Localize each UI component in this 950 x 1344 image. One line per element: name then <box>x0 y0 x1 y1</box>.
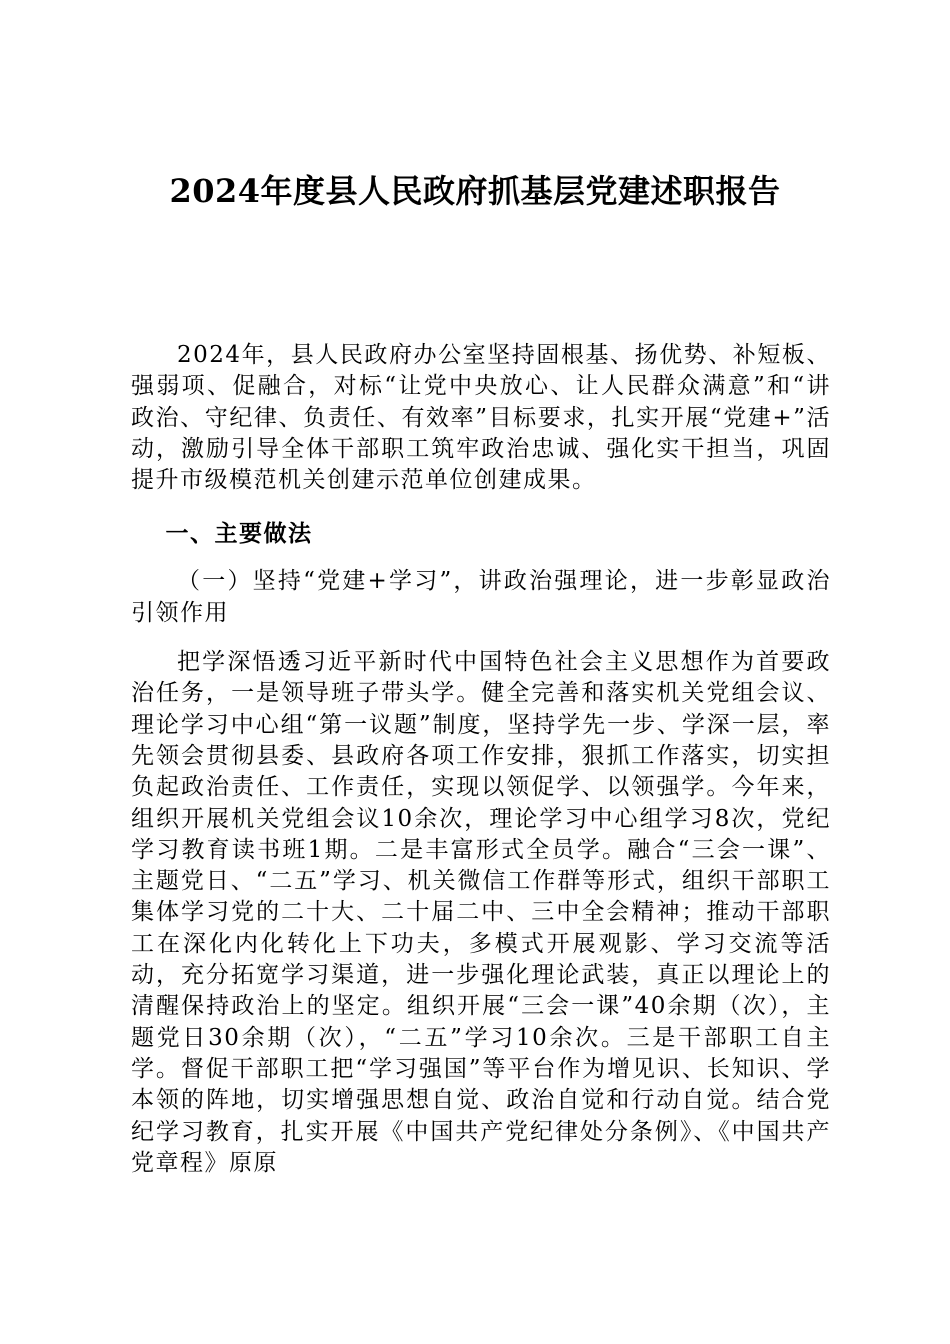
subsection-body-paragraph: 把学深悟透习近平新时代中国特色社会主义思想作为首要政治任务，一是领导班子带头学。健全完善和落实机关党组会议、理论学习中心组“第一议题”制度，坚持学先一步、学深一层，率先领会贯彻县委、县政府各项工作安排，狠抓工作落实，切实担负起政治责任、工作责任，实现以领促学、以领强学。今年来，组织开展机关党组会议10余次，理论学习中心组学习8次，党纪学习教育读书班1期。二是丰富形式全员学。融合“三会一课”、主题党日、“二五”学习、机关微信工作群等形式，组织干部职工集体学习党的二十大、二十届二中、三中全会精神；推动干部职工在深化内化转化上下功夫，多模式开展观影、学习交流等活动，充分拓宽学习渠道，进一步强化理论武装，真正以理论上的清醒保持政治上的坚定。组织开展“三会一课”40余期（次），主题党日30余期（次），“二五”学习10余次。三是干部职工自主学。督促干部职工把“学习强国”等平台作为增见识、长知识、学本领的阵地，切实增强思想自觉、政治自觉和行动自觉。结合党纪学习教育，扎实开展《中国共产党纪律处分条例》、《中国共产党章程》原原 <box>131 649 831 1176</box>
document-title: 2024年度县人民政府抓基层党建述职报告 <box>169 172 781 210</box>
document-body <box>131 340 831 1179</box>
section-heading-main-practices: 一、主要做法 <box>165 521 313 548</box>
subsection-heading-party-building-study: （一）坚持“党建+学习”，讲政治强理论，进一步彰显政治引领作用 <box>131 568 831 626</box>
intro-paragraph: 2024年，县人民政府办公室坚持固根基、扬优势、补短板、强弱项、促融合，对标“让党中央放心、让人民群众满意”和“讲政治、守纪律、负责任、有效率”目标要求，扎实开展“党建+”活动，激励引导全体干部职工筑牢政治忠诚、强化实干担当，巩固提升市级模范机关创建示范单位创建成果。 <box>131 342 831 494</box>
